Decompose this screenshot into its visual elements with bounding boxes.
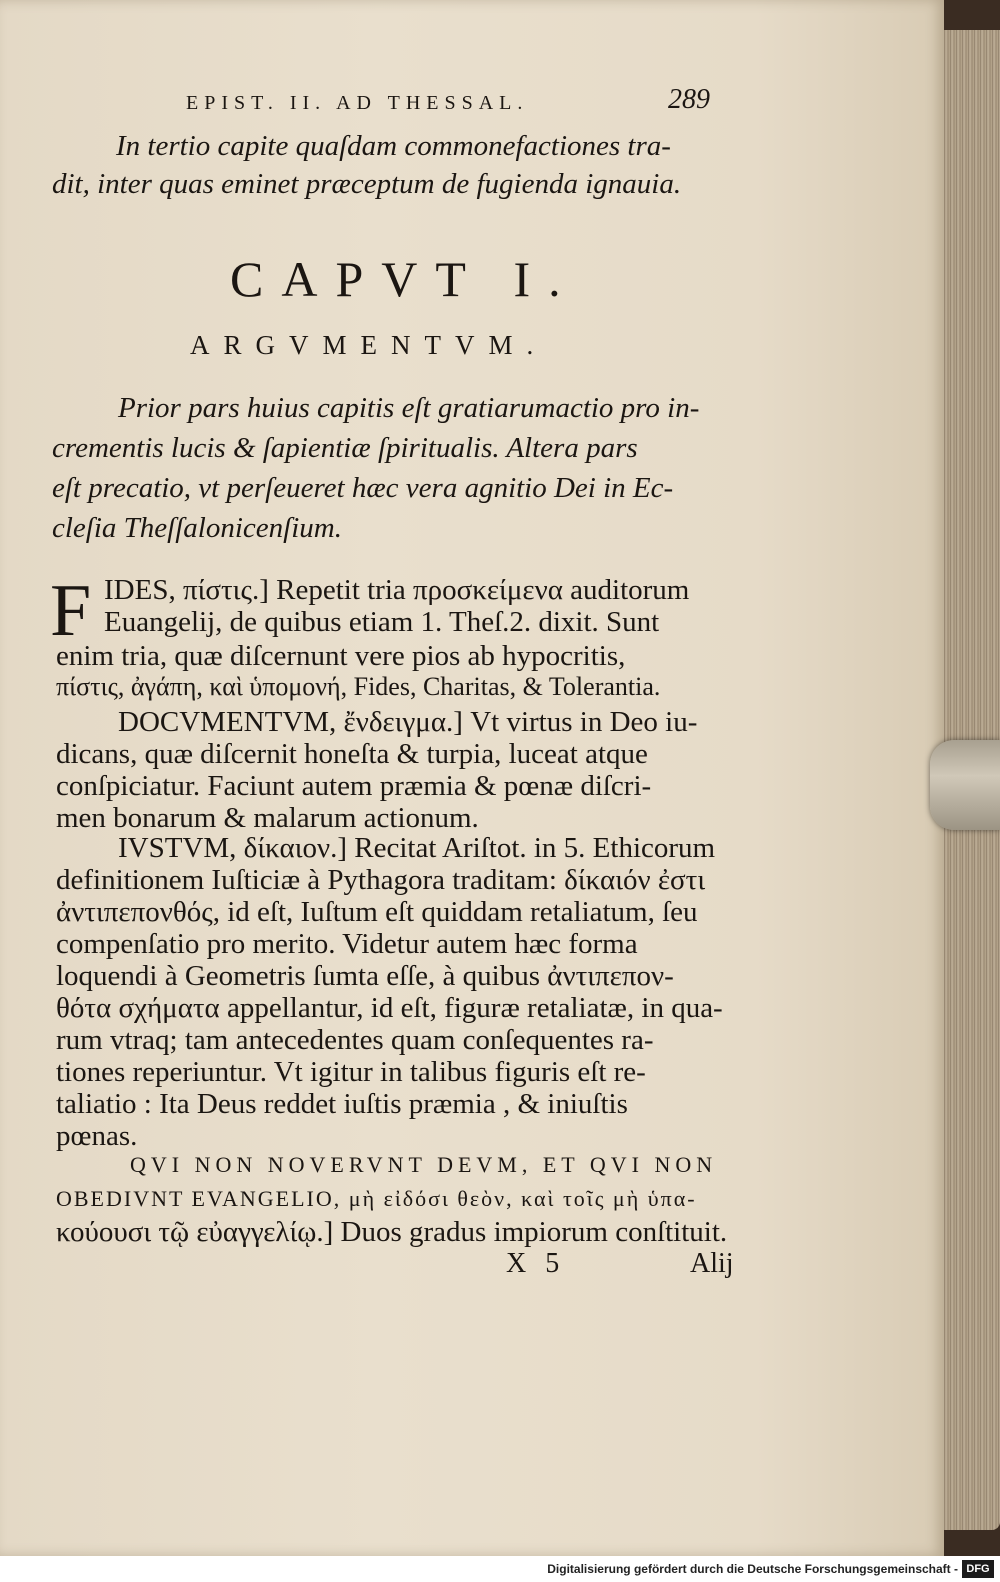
body-line: DOCVMENTVM, ἔνδειγμα.] Vt virtus in Deo iu- <box>118 706 698 738</box>
drop-capital: F <box>50 570 92 652</box>
body-line: QVI NON NOVERVNT DEVM, ET QVI NON <box>130 1152 718 1177</box>
body-line: ἀντιπεπονθός, id eſt, Iuſtum eſt quiddam retaliatum, ſeu <box>56 896 698 928</box>
body-line: tiones reperiuntur. Vt igitur in talibus figuris eſt re- <box>56 1056 646 1088</box>
body-line: IDES, πίστις.] Repetit tria προσκείμενα auditorum <box>104 574 690 606</box>
argument-line-3: eſt precatio, vt perſeueret hæc vera agnitio Dei in Ec- <box>52 472 674 504</box>
body-line: κούουσι τῷ εὐαγγελίῳ.] Duos gradus impiorum conſtituit. <box>56 1216 728 1248</box>
argument-heading: ARGVMENTVM. <box>190 330 548 360</box>
body-line: IVSTVM, δίκαιον.] Recitat Ariſtot. in 5. Ethicorum <box>118 832 716 864</box>
catchword: Alij <box>690 1248 734 1279</box>
body-line: rum vtraq; tam antecedentes quam conſequentes ra- <box>56 1024 654 1056</box>
summary-line-1: In tertio capite quaſdam commonefactiones tra- <box>116 130 671 162</box>
page-number: 289 <box>668 84 710 115</box>
body-line: loquendi à Geometris ſumta eſſe, à quibus ἀντιπεπον- <box>56 960 674 992</box>
body-line: men bonarum & malarum actionum. <box>56 802 479 834</box>
argument-line-2: crementis lucis & ſapientiæ ſpiritualis. Altera pars <box>52 432 638 464</box>
summary-line-2: dit, inter quas eminet præceptum de fugienda ignauia. <box>52 168 682 200</box>
body-line: enim tria, quæ diſcernunt vere pios ab hypocritis, <box>56 640 626 672</box>
dfg-logo: DFG <box>962 1560 994 1578</box>
funding-banner-text: Digitalisierung gefördert durch die Deutsche Forschungsgemeinschaft - <box>547 1562 958 1576</box>
body-line: taliatio : Ita Deus reddet iuſtis præmia , & iniuſtis <box>56 1088 628 1120</box>
body-line: compenſatio pro merito. Videtur autem hæc forma <box>56 928 638 960</box>
argument-line-1: Prior pars huius capitis eſt gratiarumactio pro in- <box>118 392 700 424</box>
book-clasp <box>930 740 1000 830</box>
body-line: definitionem Iuſticiæ à Pythagora traditam: δίκαιόν ἐστι <box>56 864 706 896</box>
body-line: OBEDIVNT EVANGELIO, μὴ εἰδόσι θεὸν, καὶ τοῖς μὴ ὑπα- <box>56 1186 697 1211</box>
body-line: dicans, quæ diſcernit honeſta & turpia, luceat atque <box>56 738 648 770</box>
body-line: θότα σχήματα appellantur, id eſt, figuræ retaliatæ, in qua- <box>56 992 723 1024</box>
body-line: Euangelij, de quibus etiam 1. Theſ.2. dixit. Sunt <box>104 606 660 638</box>
running-head: EPIST. II. AD THESSAL. <box>186 92 529 114</box>
chapter-title: CAPVT I. <box>230 251 579 307</box>
body-line: conſpiciatur. Faciunt autem præmia & pœnæ diſcri- <box>56 770 652 802</box>
body-line: pœnas. <box>56 1120 138 1152</box>
argument-line-4: cleſia Theſſalonicenſium. <box>52 512 342 544</box>
signature-mark: X 5 <box>506 1248 566 1279</box>
body-line: πίστις, ἀγάπη, καὶ ὑπομονή, Fides, Charitas, & Tolerantia. <box>56 672 661 701</box>
